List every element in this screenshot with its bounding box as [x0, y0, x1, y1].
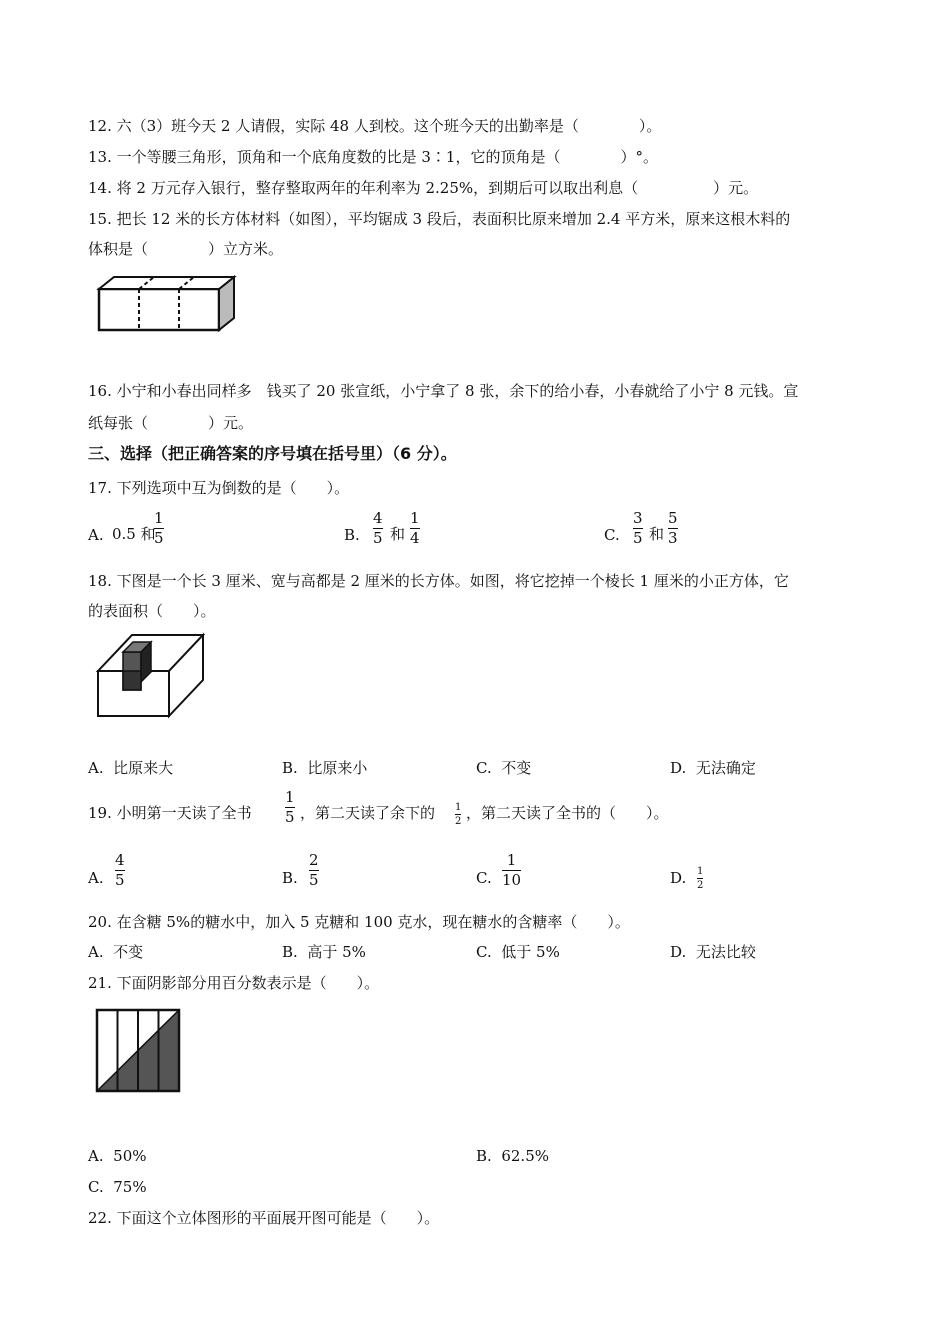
- question-22-stem: 22. 下面这个立体图形的平面展开图可能是（ ）。: [88, 1209, 440, 1227]
- q18-option-d[interactable]: [670, 758, 756, 778]
- option-label: A.: [88, 869, 104, 887]
- option-text: 无法确定: [695, 759, 756, 777]
- question-13: 13. 一个等腰三角形，顶角和一个底角度数的比是 3∶1，它的顶角是（ ）°。: [88, 148, 658, 166]
- q21-option-a[interactable]: [88, 1146, 147, 1166]
- option-label: B.: [282, 869, 298, 887]
- and-word: 和: [649, 525, 665, 543]
- fraction: 1 10: [502, 851, 522, 889]
- option-label: B.: [282, 759, 298, 777]
- q18-option-a[interactable]: [88, 758, 173, 778]
- option-text: 低于 5%: [501, 943, 560, 961]
- q20-option-d[interactable]: [670, 942, 756, 962]
- option-label: C.: [476, 943, 492, 961]
- fraction: 1 2: [455, 802, 462, 827]
- option-label: C.: [476, 759, 492, 777]
- stem-text: ，第二天读了全书的（ ）。: [466, 804, 669, 822]
- q20-option-b[interactable]: [282, 942, 366, 962]
- question-12: 12. 六（3）班今天 2 人请假，实际 48 人到校。这个班今天的出勤率是（ ）。: [88, 117, 662, 135]
- q21-option-c[interactable]: [88, 1177, 147, 1197]
- q18-option-b[interactable]: [282, 758, 367, 778]
- cuboid-figure: [96, 274, 241, 334]
- fraction: 1 2: [697, 866, 704, 891]
- option-label: C.: [476, 869, 492, 887]
- option-text: 62.5%: [501, 1147, 549, 1165]
- q20-option-a[interactable]: [88, 942, 143, 962]
- shaded-rectangle-figure: [95, 1008, 183, 1094]
- q20-option-c[interactable]: [476, 942, 560, 962]
- option-label: B.: [344, 526, 360, 544]
- section-3-heading: 三、选择（把正确答案的序号填在括号里）（6 分）。: [88, 444, 457, 463]
- question-16-line1: 16. 小宁和小春出同样多 钱买了 20 张宣纸，小宁拿了 8 张，余下的给小春，小春就给了小宁 8 元钱。宣: [88, 382, 799, 400]
- q18-option-c[interactable]: [476, 758, 531, 778]
- fraction: 1 4: [410, 509, 420, 547]
- question-21-stem: 21. 下面阴影部分用百分数表示是（ ）。: [88, 974, 380, 992]
- option-label: B.: [476, 1147, 492, 1165]
- stem-text: 19. 小明第一天读了全书: [88, 804, 252, 822]
- option-label: B.: [282, 943, 298, 961]
- stem-text: ，第二天读了余下的: [300, 804, 436, 822]
- option-label: A.: [88, 943, 104, 961]
- option-label: A.: [88, 1147, 104, 1165]
- option-text: 不变: [113, 943, 144, 961]
- option-text: 比原来大: [113, 759, 174, 777]
- fraction: 1 5: [285, 788, 295, 826]
- option-label: A.: [88, 526, 104, 544]
- option-text: 高于 5%: [307, 943, 366, 961]
- option-label: D.: [670, 759, 687, 777]
- option-text: 75%: [113, 1178, 147, 1196]
- q21-option-b[interactable]: [476, 1146, 549, 1166]
- option-label: C.: [604, 526, 620, 544]
- question-18-line2: 的表面积（ ）。: [88, 602, 216, 620]
- fraction: 3 5: [633, 509, 643, 547]
- option-label: D.: [670, 869, 687, 887]
- option-label: A.: [88, 759, 104, 777]
- question-20-stem: 20. 在含糖 5%的糖水中，加入 5 克糖和 100 克水，现在糖水的含糖率（ ）。: [88, 913, 630, 931]
- option-text: 50%: [113, 1147, 147, 1165]
- question-14: 14. 将 2 万元存入银行，整存整取两年的年利率为 2.25%，到期后可以取出利息（ ）元。: [88, 179, 759, 197]
- fraction: 5 3: [668, 509, 678, 547]
- question-16-line2: 纸每张（ ）元。: [88, 414, 254, 432]
- question-15-line2: 体积是（ ）立方米。: [88, 240, 284, 258]
- option-label: C.: [88, 1178, 104, 1196]
- option-label: D.: [670, 943, 687, 961]
- question-17-stem: 17. 下列选项中互为倒数的是（ ）。: [88, 479, 350, 497]
- fraction: 4 5: [373, 509, 383, 547]
- option-text: 不变: [501, 759, 532, 777]
- option-text: 比原来小: [307, 759, 368, 777]
- option-text: 无法比较: [695, 943, 756, 961]
- question-15-line1: 15. 把长 12 米的长方体材料（如图），平均锯成 3 段后，表面积比原来增加 2.4 平方米，原来这根木料的: [88, 210, 791, 228]
- cuboid-cutout-figure: [95, 632, 207, 720]
- question-18-line1: 18. 下图是一个长 3 厘米、宽与高都是 2 厘米的长方体。如图，将它挖掉一个棱长 1 厘米的小正方体，它: [88, 572, 789, 590]
- fraction: 4 5: [115, 851, 125, 889]
- fraction: 2 5: [309, 851, 319, 889]
- and-word: 和: [390, 525, 406, 543]
- fraction: 1 5: [154, 509, 164, 547]
- option-text: 0.5 和: [112, 525, 156, 543]
